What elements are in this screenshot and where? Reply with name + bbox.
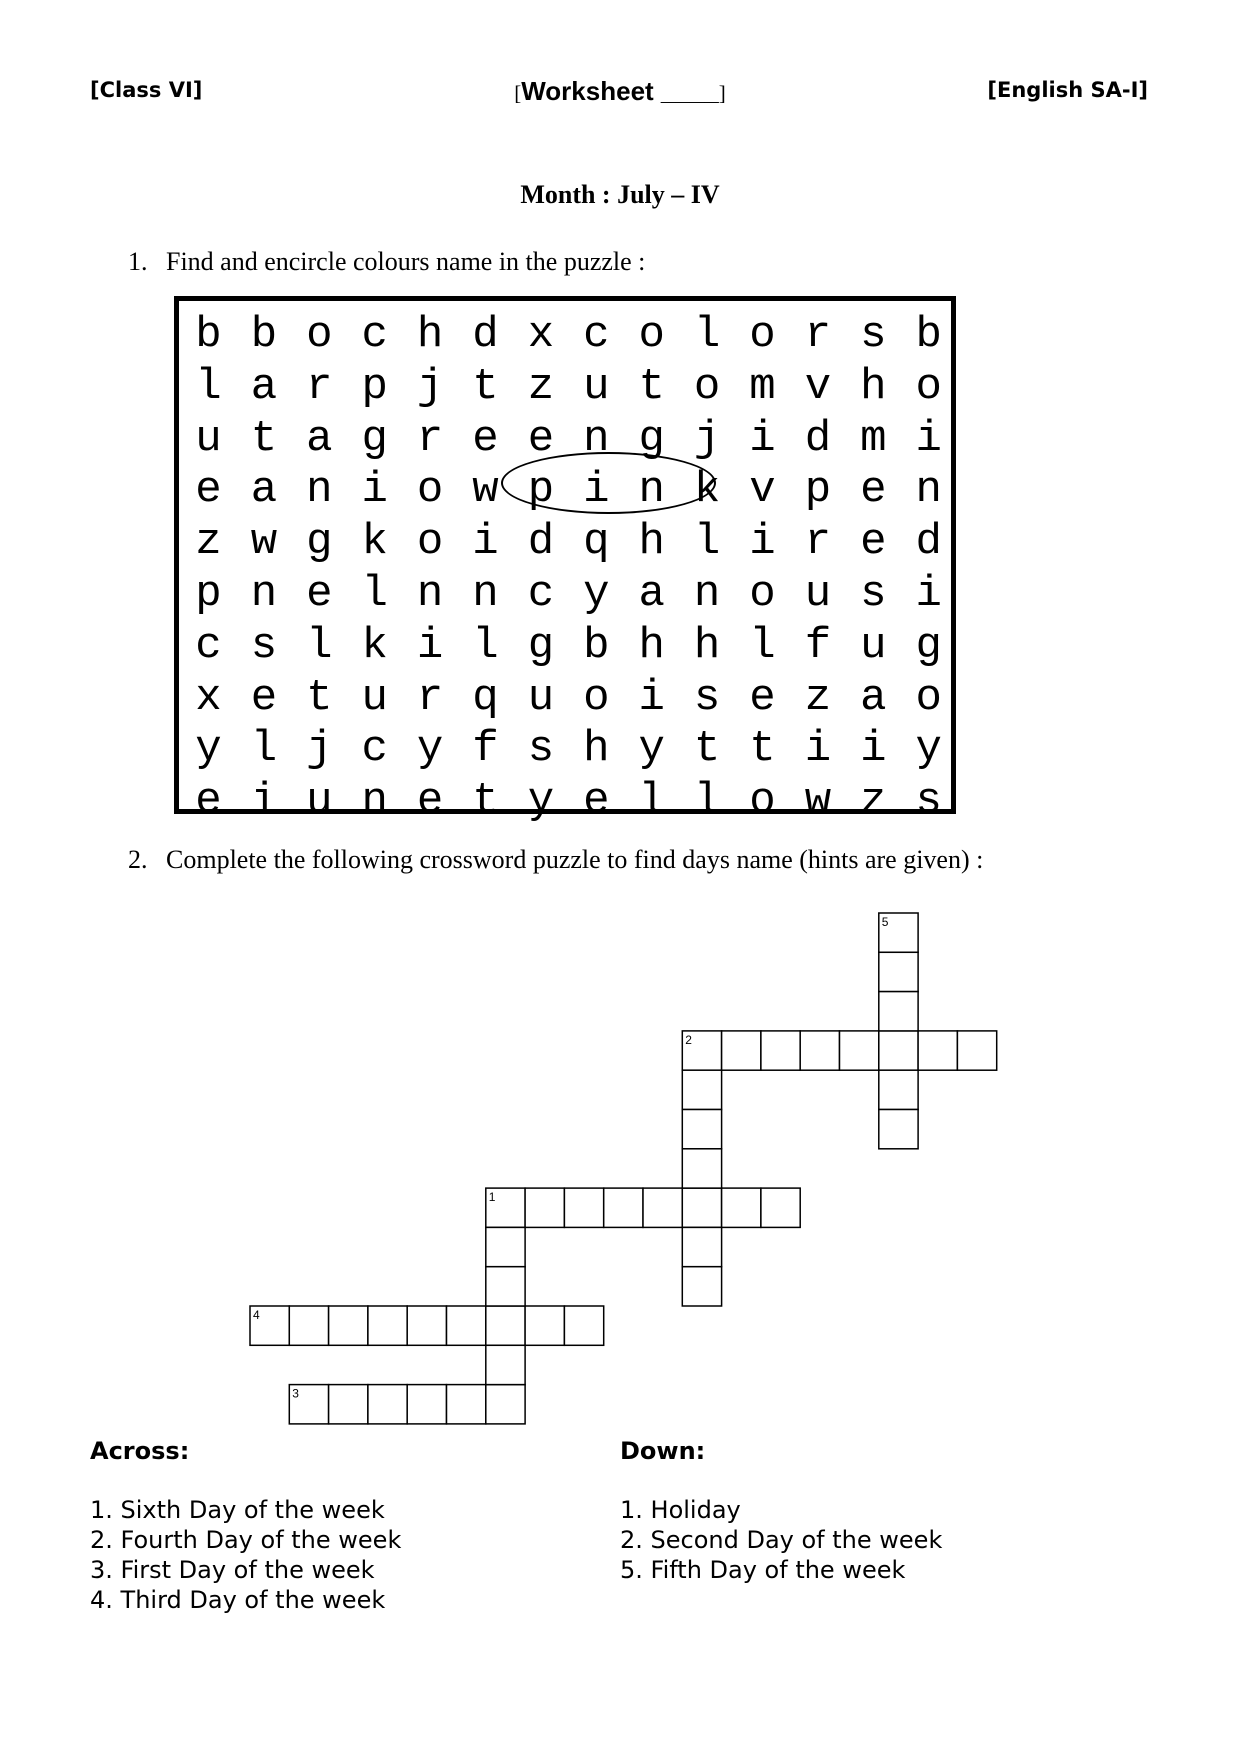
down-clue: 2. Second Day of the week [620,1526,943,1554]
word-search-letter: i [915,569,942,619]
word-search-letter: h [638,517,665,568]
word-search-letter: b [915,310,942,360]
word-search-letter: y [416,724,444,775]
word-search-letter: u [195,413,222,464]
word-search-letter: l [638,776,665,827]
word-search-letter: e [472,413,499,464]
word-search-letter: r [416,413,444,464]
word-search-letter: y [527,776,555,827]
word-search-letter: n [915,465,942,516]
crossword-cell[interactable] [447,1306,486,1345]
word-search-letter: k [361,517,388,568]
word-search-letter: t [306,672,333,723]
word-search-letter: u [527,672,555,723]
question-1-text: Find and encircle colours name in the puzzle : [166,247,646,276]
word-search-letter: r [804,310,832,360]
crossword-cell[interactable] [329,1385,368,1424]
word-search-letter: o [306,310,333,360]
crossword-cell[interactable] [918,1031,957,1070]
crossword-cell[interactable] [368,1306,407,1345]
word-search-letter: c [583,310,610,360]
crossword-cell[interactable] [761,1031,800,1070]
word-search-letter: d [804,413,832,464]
word-search-letter: u [361,672,388,723]
word-search-letter: c [361,724,388,775]
word-search-letter: p [804,465,832,516]
word-search-letter: s [527,724,555,775]
word-search-letter: i [250,776,278,827]
word-search-letter: f [804,620,832,671]
word-search-letter: y [638,724,665,775]
question-2-text: Complete the following crossword puzzle to find days name (hints are given) : [166,845,984,874]
question-1 [128,247,645,277]
word-search-letter: o [749,569,776,619]
word-search-letter: w [804,776,832,827]
word-search-letter: x [195,672,222,723]
word-search-letter: g [638,413,665,464]
crossword-cell[interactable] [368,1385,407,1424]
word-search-letter: h [638,620,665,671]
crossword-cell[interactable] [564,1306,603,1345]
crossword-cell[interactable] [879,992,918,1031]
word-search-letter: l [306,620,333,671]
word-search-letter: i [749,413,776,464]
word-search-letter: i [472,517,499,568]
question-2-number: 2. [128,845,148,874]
crossword-cell[interactable] [486,1227,525,1266]
word-search-letter: g [527,620,555,671]
word-search-letter: g [915,620,942,671]
down-clue: 1. Holiday [620,1496,741,1524]
word-search-letter: j [416,361,444,412]
crossword-cell[interactable] [447,1385,486,1424]
word-search-letter: e [749,672,776,723]
word-search-letter: n [306,465,333,516]
down-clue: 5. Fifth Day of the week [620,1556,906,1584]
question-1-number: 1. [128,247,148,276]
word-search-letter: l [250,724,278,775]
crossword-cell[interactable] [682,1149,721,1188]
word-search-letter: h [416,310,444,360]
word-search-letter: i [860,724,887,775]
word-search-letter: u [804,569,832,619]
word-search-letter: v [749,465,776,516]
crossword-cell[interactable] [486,1385,525,1424]
word-search-letter: u [860,620,887,671]
word-search-letter: e [306,569,333,619]
across-clue: 4. Third Day of the week [90,1586,386,1614]
word-search-letter: e [860,465,887,516]
word-search-letter: j [693,413,721,464]
word-search-letter: i [749,517,776,568]
word-search-letter: t [693,724,721,775]
word-search-letter: a [860,672,887,723]
word-search-letter: o [915,361,942,412]
word-search-letter: h [693,620,721,671]
word-search-letter: z [804,672,832,723]
crossword-cell[interactable] [525,1306,564,1345]
crossword-cell[interactable] [879,1070,918,1109]
encircled-word-pink [501,452,716,514]
question-2 [128,845,983,875]
crossword-cell[interactable] [957,1031,996,1070]
word-search-letter: e [527,413,555,464]
word-search-letter: d [527,517,555,568]
word-search-letter: o [915,672,942,723]
word-search-letter: r [804,517,832,568]
word-search-grid [174,296,956,827]
word-search-letter: n [361,776,388,827]
word-search-letter: g [306,517,333,568]
word-search-letter: m [749,361,776,412]
crossword-cell[interactable] [486,1267,525,1306]
word-search-letter: v [804,361,832,412]
crossword-cell[interactable] [722,1188,761,1227]
word-search-letter: l [693,776,721,827]
header-bracket-close: ] [718,81,726,105]
crossword-cell[interactable] [840,1031,879,1070]
word-search-letter: c [195,620,222,671]
word-search-letter: o [416,517,444,568]
across-clue: 1. Sixth Day of the week [90,1496,385,1524]
word-search-letter: h [583,724,610,775]
word-search-letter: t [638,361,665,412]
word-search-letter: o [416,465,444,516]
crossword-cell[interactable] [407,1306,446,1345]
word-search-letter: z [195,517,222,568]
word-search-letter: d [472,310,499,360]
crossword-cell[interactable] [879,1110,918,1149]
crossword-cell[interactable] [486,1345,525,1384]
word-search-letter: a [638,569,665,619]
word-search-letter: e [583,776,610,827]
word-search-letter: y [915,724,942,775]
crossword-cell[interactable] [879,1031,918,1070]
word-search-letter: n [416,569,444,619]
word-search-letter: l [472,620,499,671]
word-search-letter: t [472,776,499,827]
down-clue-list [620,1495,942,1585]
crossword-cell[interactable] [879,913,918,952]
word-search-letter: t [749,724,776,775]
crossword-cell[interactable] [682,1070,721,1109]
word-search-letter: k [361,620,388,671]
word-search-letter: p [195,569,222,619]
word-search-letter: g [361,413,388,464]
header-class-label: [Class VI] [90,78,203,102]
crossword-cell[interactable] [289,1306,328,1345]
word-search-letter: s [250,620,278,671]
word-search-letter: s [693,672,721,723]
word-search-letter: w [250,517,278,568]
crossword-cell[interactable] [486,1306,525,1345]
word-search-letter: e [195,776,222,827]
word-search-letter: i [804,724,832,775]
crossword-cell[interactable] [486,1188,525,1227]
word-search-letter: s [860,310,887,360]
down-heading: Down: [620,1437,706,1465]
across-clue: 2. Fourth Day of the week [90,1526,402,1554]
word-search-letter: z [860,776,887,827]
word-search-letter: n [472,569,499,619]
word-search-letter: b [195,310,222,360]
crossword-cell[interactable] [250,1306,289,1345]
crossword-cell[interactable] [682,1227,721,1266]
month-heading: Month : July – IV [520,180,720,209]
crossword-clue-number: 4 [253,1308,260,1322]
word-search-letter: o [583,672,610,723]
word-search-letter: n [250,569,278,619]
crossword-cell[interactable] [722,1031,761,1070]
header-bracket-open: [ [514,81,522,105]
crossword-cell[interactable] [525,1188,564,1227]
word-search-letter: a [250,465,278,516]
word-search-letter: e [860,517,887,568]
word-search-letter: s [915,776,942,827]
word-search-letter: e [250,672,278,723]
crossword-cell[interactable] [604,1188,643,1227]
word-search-letter: h [860,361,887,412]
word-search-letter: z [527,361,555,412]
crossword-cell[interactable] [682,1031,721,1070]
word-search-letter: r [306,361,333,412]
crossword-cell[interactable] [761,1188,800,1227]
word-search-letter: o [749,310,776,360]
word-search-letter: a [306,413,333,464]
crossword-clue-number: 3 [292,1386,299,1401]
word-search-letter: f [472,724,499,775]
word-search-letter: l [195,361,222,412]
word-search-letter: a [250,361,278,412]
crossword-cell[interactable] [682,1110,721,1149]
word-search-letter: i [416,620,444,671]
crossword-cell[interactable] [407,1385,446,1424]
across-clue-list [90,1495,401,1615]
word-search-letter: q [583,517,610,568]
word-search-letter: n [583,413,610,464]
word-search-letter: b [250,310,278,360]
word-search-letter: e [195,465,222,516]
word-search-letter: y [195,724,222,775]
word-search-letter: l [361,569,388,619]
crossword-cell[interactable] [682,1188,721,1227]
crossword-clue-number: 5 [881,915,889,929]
word-search-letter: o [693,361,721,412]
word-search-letter: i [361,465,388,516]
word-search-letter: r [416,672,444,723]
word-search-letter: n [638,465,665,516]
word-search-letter: l [693,517,721,568]
word-search-letter: k [693,465,721,516]
word-search-letter: n [693,569,721,619]
across-heading: Across: [90,1437,190,1465]
word-search-letter: u [583,361,610,412]
word-search-letter: e [416,776,444,827]
word-search-letter: m [860,413,887,464]
header-subject-label: [English SA-I] [987,78,1148,102]
word-search-letter: c [361,310,388,360]
crossword-cell[interactable] [800,1031,839,1070]
word-search-letter: w [472,465,499,516]
word-search-letter: t [472,361,499,412]
word-search-letter: u [306,776,333,827]
across-clue: 3. First Day of the week [90,1556,375,1584]
word-search-letter: j [306,724,333,775]
word-search-letter: d [915,517,942,568]
word-search-letter: x [527,310,555,360]
word-search-letter: y [583,569,610,619]
word-search-letter: l [749,620,776,671]
word-search-letter: i [915,413,942,464]
word-search-letter: i [583,465,610,516]
crossword-cell[interactable] [564,1188,603,1227]
crossword-cell[interactable] [643,1188,682,1227]
crossword-cell[interactable] [329,1306,368,1345]
crossword-cell[interactable] [682,1267,721,1306]
word-search-letter: l [693,310,721,360]
word-search-letter: i [638,672,665,723]
crossword-cell[interactable] [879,952,918,991]
crossword-clue-number: 2 [685,1032,692,1047]
word-search-letter: p [527,465,555,516]
word-search-letter: c [527,569,555,619]
word-search-letter: t [250,413,278,464]
header-worksheet-text: Worksheet ____ [521,76,719,106]
word-search-letter: q [472,672,499,723]
crossword-clue-number: 1 [488,1190,496,1205]
crossword-cell[interactable] [289,1385,328,1424]
word-search-letter: o [749,776,776,827]
word-search-letter: s [860,569,887,619]
word-search-letter: b [583,620,610,671]
word-search-letter: p [361,361,388,412]
word-search-letter: o [638,310,665,360]
